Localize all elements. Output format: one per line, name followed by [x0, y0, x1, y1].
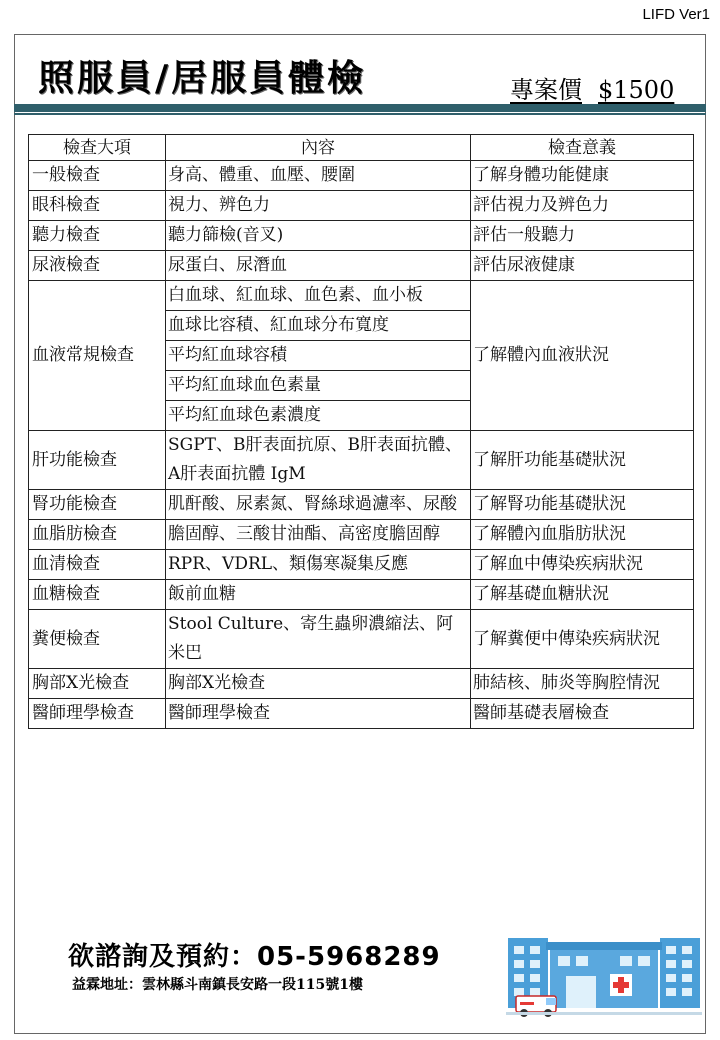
row-content: 視力、辨色力 [166, 191, 471, 221]
table-row [29, 669, 694, 699]
row-meaning: 評估尿液健康 [471, 251, 694, 281]
row-item: 尿液檢查 [29, 251, 166, 281]
row-item: 血清檢查 [29, 550, 166, 580]
row-meaning: 評估視力及辨色力 [471, 191, 694, 221]
row-content: 飯前血糖 [166, 580, 471, 610]
table-row [29, 281, 694, 311]
row-content: 膽固醇、三酸甘油酯、高密度膽固醇 [166, 520, 471, 550]
row-meaning: 了解糞便中傳染疾病狀況 [471, 610, 694, 669]
row-item: 醫師理學檢查 [29, 699, 166, 729]
table-row [29, 221, 694, 251]
header-content: 內容 [166, 135, 471, 161]
row-item: 眼科檢查 [29, 191, 166, 221]
row-meaning: 了解體內血脂肪狀況 [471, 520, 694, 550]
table-row [29, 161, 694, 191]
row-meaning-blood: 了解體內血液狀況 [471, 281, 694, 431]
version-label: LIFD Ver1 [642, 6, 710, 23]
row-item: 糞便檢查 [29, 610, 166, 669]
table-row [29, 580, 694, 610]
row-content: 平均紅血球血色素量 [166, 371, 471, 401]
row-meaning: 了解身體功能健康 [471, 161, 694, 191]
row-item: 一般檢查 [29, 161, 166, 191]
row-content: 身高、體重、血壓、腰圍 [166, 161, 471, 191]
table-header-row [29, 135, 694, 161]
header-divider [14, 104, 706, 112]
row-content: 血球比容積、紅血球分布寬度 [166, 311, 471, 341]
row-content: Stool Culture、寄生蟲卵濃縮法、阿米巴 [166, 610, 471, 669]
row-content: 肌酐酸、尿素氮、腎絲球過濾率、尿酸 [166, 490, 471, 520]
row-content: 聽力篩檢(音叉) [166, 221, 471, 251]
exam-table [28, 134, 694, 729]
row-item: 肝功能檢查 [29, 431, 166, 490]
header-item: 檢查大項 [29, 135, 166, 161]
row-meaning: 了解基礎血糖狀況 [471, 580, 694, 610]
price-amount: $1500 [598, 76, 675, 104]
price-label [510, 70, 674, 105]
row-meaning: 了解肝功能基礎狀況 [471, 431, 694, 490]
table-row [29, 550, 694, 580]
row-content: 胸部X光檢查 [166, 669, 471, 699]
row-meaning: 評估一般聽力 [471, 221, 694, 251]
table-row [29, 490, 694, 520]
contact-phone: 欲諮詢及預約：05-5968289 [68, 942, 441, 972]
row-meaning: 了解腎功能基礎狀況 [471, 490, 694, 520]
row-content: 平均紅血球色素濃度 [166, 401, 471, 431]
row-meaning: 了解血中傳染疾病狀況 [471, 550, 694, 580]
header-meaning: 檢查意義 [471, 135, 694, 161]
row-item: 血脂肪檢查 [29, 520, 166, 550]
row-meaning: 肺結核、肺炎等胸腔情況 [471, 669, 694, 699]
price-text: 專案價 [510, 76, 582, 104]
row-content: 醫師理學檢查 [166, 699, 471, 729]
table-row [29, 699, 694, 729]
row-meaning: 醫師基礎表層檢查 [471, 699, 694, 729]
table-row [29, 191, 694, 221]
table-row [29, 610, 694, 669]
row-content: 尿蛋白、尿潛血 [166, 251, 471, 281]
table-row [29, 520, 694, 550]
row-item: 胸部X光檢查 [29, 669, 166, 699]
table-row [29, 251, 694, 281]
row-content: RPR、VDRL、類傷寒凝集反應 [166, 550, 471, 580]
header-divider-thin [14, 113, 706, 115]
row-content: 白血球、紅血球、血色素、血小板 [166, 281, 471, 311]
clinic-address: 益霖地址：雲林縣斗南鎮長安路一段115號1樓 [72, 977, 363, 993]
hospital-building-icon [506, 934, 702, 1020]
page-title: 照服員/居服員體檢 [38, 58, 367, 99]
row-item: 血糖檢查 [29, 580, 166, 610]
row-item: 聽力檢查 [29, 221, 166, 251]
table-row [29, 431, 694, 490]
row-content: 平均紅血球容積 [166, 341, 471, 371]
row-content: SGPT、B肝表面抗原、B肝表面抗體、A肝表面抗體 IgM [166, 431, 471, 490]
row-item: 腎功能檢查 [29, 490, 166, 520]
row-item-blood: 血液常規檢查 [29, 281, 166, 431]
